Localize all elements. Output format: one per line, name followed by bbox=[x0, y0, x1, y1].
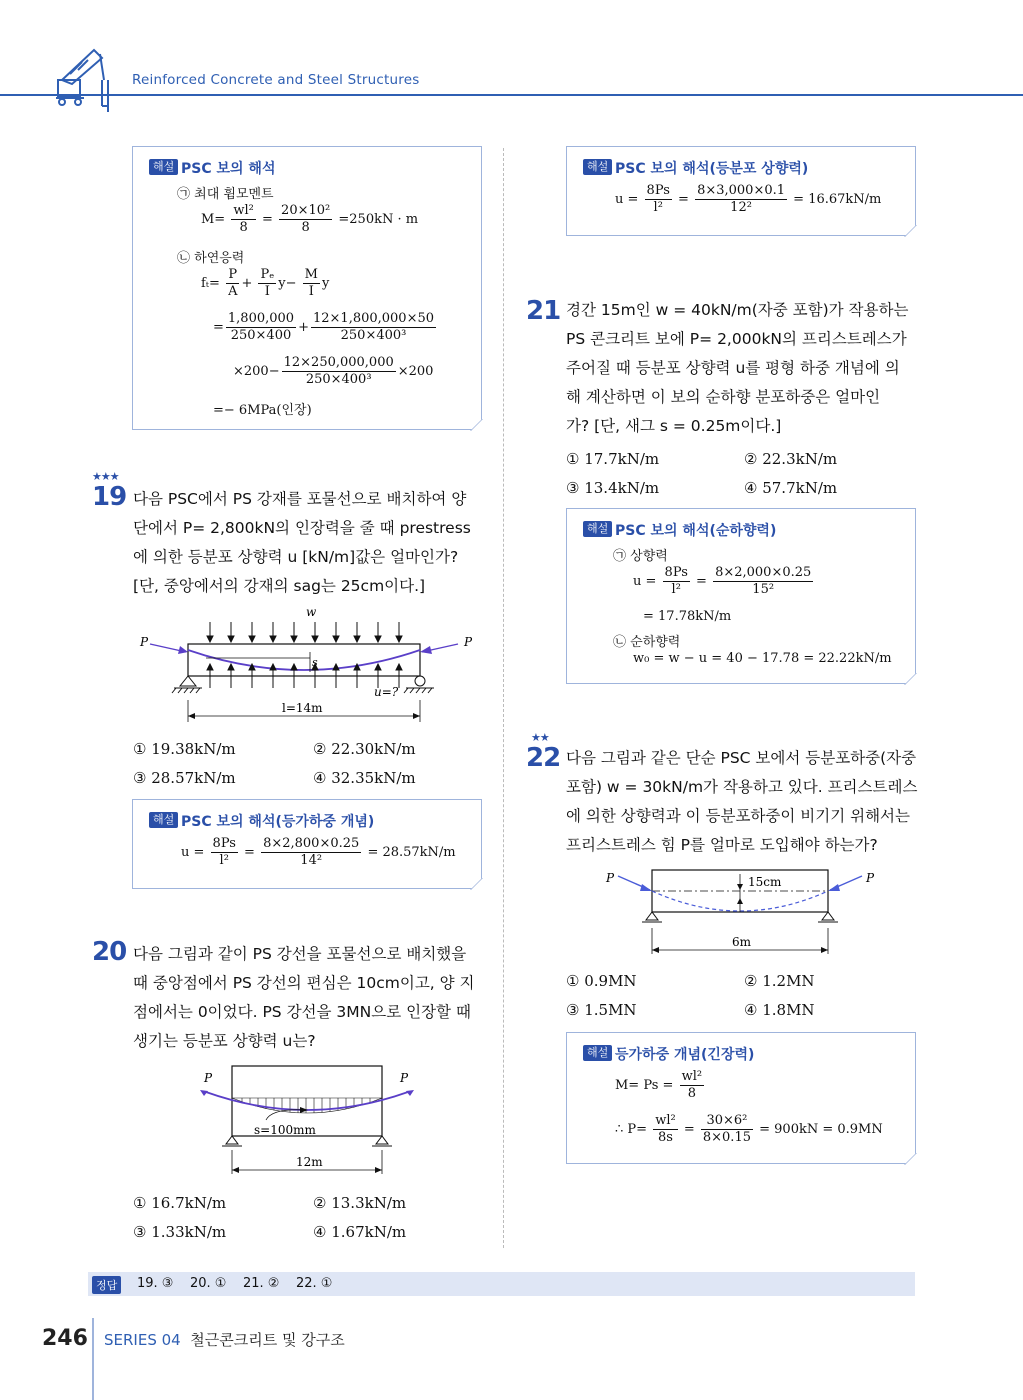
answer-key-badge: 정답 bbox=[92, 1276, 121, 1294]
series-label: SERIES 04 bbox=[104, 1331, 181, 1349]
solution-box-q22 bbox=[566, 1032, 916, 1164]
option-3[interactable]: ③ 13.4kN/m bbox=[566, 479, 660, 497]
column-divider bbox=[503, 148, 504, 1248]
solution-title: 등가하중 개념(긴장력) bbox=[615, 1047, 755, 1063]
solution-item: ㉠ 최대 휨모멘트 bbox=[177, 187, 274, 202]
option-2[interactable]: ② 22.3kN/m bbox=[744, 450, 838, 468]
option-2[interactable]: ② 1.2MN bbox=[744, 972, 815, 990]
solution-box-q19 bbox=[132, 799, 482, 889]
question-number: 19 bbox=[92, 482, 127, 512]
moment-equation: M= $\frac{\text{wl²}}{8}$ = $\frac{\text{20×10²}}{8}$ =250kN · m bbox=[201, 203, 419, 235]
solution-badge: 해설 bbox=[149, 812, 178, 828]
prestress-force-equation: ∴ P= $\frac{\text{wl²}}{8s}$ = $\frac{\text{30×6²}}{8\times 0.15}$ = 900kN = 0.9MN bbox=[615, 1113, 883, 1145]
option-1[interactable]: ① 19.38kN/m bbox=[133, 740, 236, 758]
span-label: 6m bbox=[732, 935, 752, 949]
option-1[interactable]: ① 17.7kN/m bbox=[566, 450, 660, 468]
option-4[interactable]: ④ 1.8MN bbox=[744, 1001, 815, 1019]
question-number: 21 bbox=[526, 296, 561, 326]
question-text-q19: 다음 PSC에서 PS 강재를 포물선으로 배치하여 양 단에서 P= 2,800kN의 인장력을 줄 때 prestress 에 의한 등분포 상향력 u [kN/m]값은 얼마인가? [단, 중앙에서의 강재의 sag는 25cm이다.] bbox=[133, 490, 471, 595]
footer-divider bbox=[92, 1318, 94, 1400]
solution-title: PSC 보의 해석 bbox=[181, 161, 276, 177]
prestress-label-left: P bbox=[140, 635, 149, 649]
question-text-q20: 다음 그림과 같이 PS 강선을 포물선으로 배치했을 때 중앙점에서 PS 강선의 편심은 10cm이고, 양 지 점에서는 0이었다. PS 강선을 3MN으로 인장할 때 생기는 등분포 상향력 u는? bbox=[133, 945, 475, 1050]
question-number: 20 bbox=[92, 937, 127, 967]
prestress-label-right: P bbox=[400, 1071, 409, 1085]
solution-equation: u = $\frac{8Ps}{\text{l²}}$ = $\frac{8\times 2,800\times 0.25}{\text{14²}}$ = 28.57kN/m bbox=[181, 836, 456, 868]
solution-badge: 해설 bbox=[583, 159, 612, 175]
beam-figure-q22 bbox=[596, 864, 886, 954]
eccentricity-label: 15cm bbox=[748, 875, 782, 889]
question-text-q22: 다음 그림과 같은 단순 PSC 보에서 등분포하중(자중 포함) w = 30kN/m가 작용하고 있다. 프리스트레스 에 의한 상향력과 이 등분포하중이 비기기 위해서는 프리스트레스 힘 P를 얼마로 도입해야 하는가? bbox=[566, 749, 918, 854]
question-text-q21: 경간 15m인 w = 40kN/m(자중 포함)가 작용하는 PS 콘크리트 보에 P= 2,000kN의 프리스트레스가 주어질 때 등분포 상향력 u를 평형 하중 개념에 의 해 계산하면 이 보의 순하향 분포하중은 얼마인 가? [단, 새그 s = 0.25m이다.] bbox=[566, 301, 909, 435]
span-label: 12m bbox=[296, 1155, 323, 1169]
difficulty-stars: ★★ bbox=[531, 731, 549, 744]
answer-key-text: 19. ③ 20. ① 21. ② 22. ① bbox=[137, 1276, 333, 1291]
difficulty-stars: ★★★ bbox=[92, 470, 119, 483]
prestress-label-right: P bbox=[866, 871, 875, 885]
option-3[interactable]: ③ 28.57kN/m bbox=[133, 769, 236, 787]
eccentricity-label: s=100mm bbox=[254, 1123, 316, 1137]
load-label: w bbox=[306, 605, 317, 619]
prestress-label-right: P bbox=[464, 635, 473, 649]
solution-equation: u = $\frac{8Ps}{\text{l²}}$ = $\frac{8\times 3,000\times 0.1}{\text{12²}}$ = 16.67kN/m bbox=[615, 183, 882, 215]
page-number: 246 bbox=[42, 1326, 88, 1351]
solution-item: ㉡ 하연응력 bbox=[177, 251, 245, 266]
running-header-title: Reinforced Concrete and Steel Structures bbox=[132, 72, 420, 88]
span-label: l=14m bbox=[282, 701, 323, 715]
option-2[interactable]: ② 22.30kN/m bbox=[313, 740, 416, 758]
option-4[interactable]: ④ 32.35kN/m bbox=[313, 769, 416, 787]
stress-equation: fₜ= $\frac{P}{A}$ + $\frac{\text{Pₑ}}{I}$ y− $\frac{M}{I}$ y bbox=[201, 267, 330, 299]
footer-series bbox=[104, 1329, 345, 1350]
option-2[interactable]: ② 13.3kN/m bbox=[313, 1194, 407, 1212]
beam-figure-q19 bbox=[130, 600, 490, 730]
upward-force-label: u=? bbox=[374, 685, 399, 699]
question-number: 22 bbox=[526, 743, 561, 773]
solution-title: PSC 보의 해석(등분포 상향력) bbox=[615, 161, 809, 177]
option-1[interactable]: ① 16.7kN/m bbox=[133, 1194, 227, 1212]
header-rule bbox=[0, 94, 1023, 96]
option-1[interactable]: ① 0.9MN bbox=[566, 972, 637, 990]
solution-box-q20 bbox=[566, 146, 916, 236]
solution-item: ㉠ 상향력 bbox=[613, 549, 668, 564]
option-3[interactable]: ③ 1.33kN/m bbox=[133, 1223, 227, 1241]
net-load-result: w₀ = w − u = 40 − 17.78 = 22.22kN/m bbox=[633, 651, 892, 666]
sag-label: s bbox=[312, 656, 318, 669]
stress-equation-line2: = $\frac{1,800,000}{250\times 400}$ + $\frac{12\times 1,800,000\times 50}{\text{250×400³}}$ bbox=[213, 311, 435, 343]
solution-box-q18 bbox=[132, 146, 482, 430]
option-3[interactable]: ③ 1.5MN bbox=[566, 1001, 637, 1019]
option-4[interactable]: ④ 57.7kN/m bbox=[744, 479, 838, 497]
stress-equation-line3: ×200− $\frac{12\times 250,000,000}{\text{250×400³}}$ ×200 bbox=[233, 355, 434, 387]
beam-figure-q20 bbox=[196, 1062, 426, 1178]
crane-logo-icon bbox=[52, 40, 122, 112]
subject-label: 철근콘크리트 및 강구조 bbox=[190, 1331, 345, 1349]
solution-title: PSC 보의 해석(순하향력) bbox=[615, 523, 777, 539]
prestress-label-left: P bbox=[606, 871, 615, 885]
stress-result: =− 6MPa(인장) bbox=[213, 403, 312, 418]
upward-force-equation: u = $\frac{8Ps}{\text{l²}}$ = $\frac{8\times 2,000\times 0.25}{\text{15²}}$ bbox=[633, 565, 812, 597]
prestress-label-left: P bbox=[204, 1071, 213, 1085]
option-4[interactable]: ④ 1.67kN/m bbox=[313, 1223, 407, 1241]
solution-badge: 해설 bbox=[149, 159, 178, 175]
solution-badge: 해설 bbox=[583, 521, 612, 537]
solution-item: ㉡ 순하향력 bbox=[613, 635, 681, 650]
solution-box-q21 bbox=[566, 508, 916, 684]
moment-equation: M= Ps = $\frac{\text{wl²}}{8}$ bbox=[615, 1069, 703, 1101]
upward-force-result: = 17.78kN/m bbox=[643, 609, 732, 624]
solution-badge: 해설 bbox=[583, 1045, 612, 1061]
solution-title: PSC 보의 해석(등가하중 개념) bbox=[181, 814, 375, 830]
